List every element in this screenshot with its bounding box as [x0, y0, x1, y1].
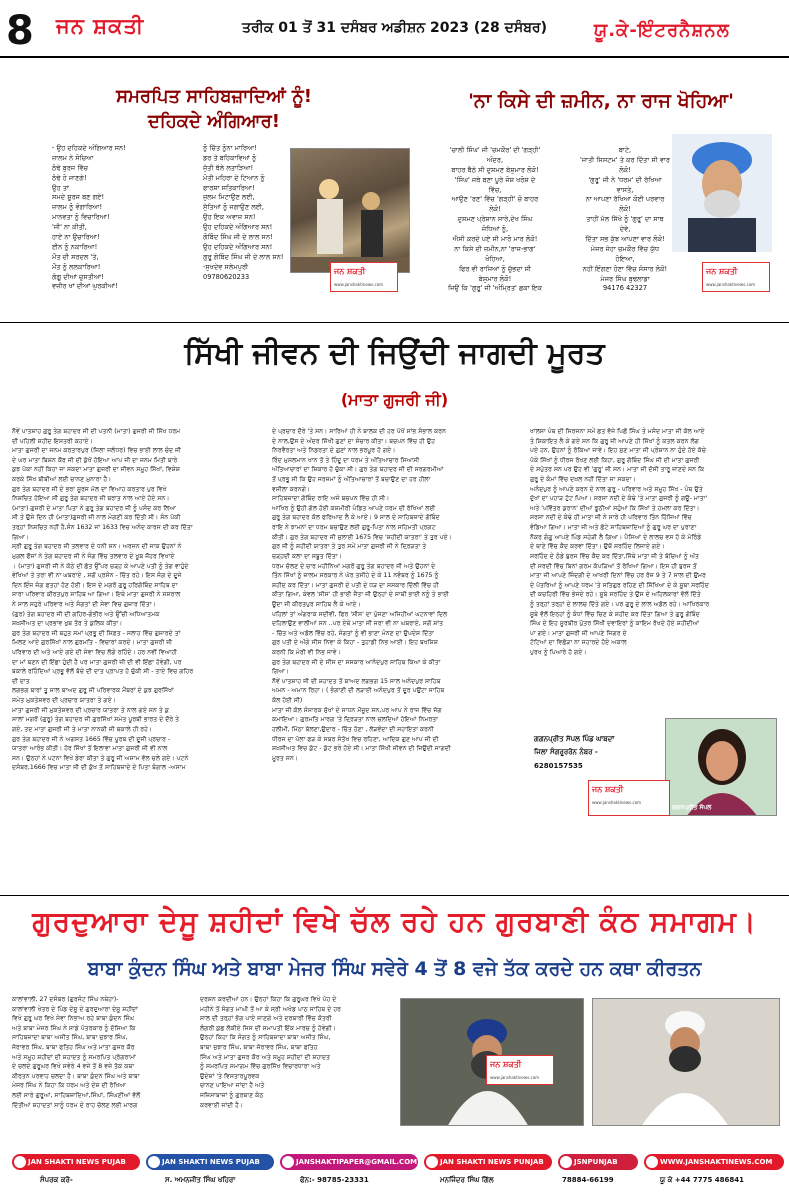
poem-line: ਜ਼ੁਲਮ ਮਿਟਾਉਣ ਲਈ, — [203, 193, 255, 202]
edition-date: ਤਰੀਕ 01 ਤੋਂ 31 ਦਸੰਬਰ ਅਡੀਸ਼ਨ 2023 (28 ਦਸੰਬਰ) — [242, 20, 548, 36]
body-line: ਕਾਲਾਂਵਾਲੀ ਖੇਤਰ ਦੇ ਪਿੰਡ ਦੇਸੂ ਦੇ ਗੁਰਦੁਆਰਾ ਦੇਸੂ ਸ਼ਹੀਦਾਂ — [12, 1005, 138, 1013]
body-line: ਗੁਰ ਤੇਗ ਬਹਾਦਰ ਜੀ ਬਹੁਤ ਸਮਾਂ ਪ੍ਰਭੂ ਦੀ ਸਿਫ਼ਤ - ਸਲਾਹ ਵਿੱਚ ਗੁਜਾਰਦੇ ਤਾਂ — [12, 629, 181, 637]
logo-site: www.janshaktinews.com — [334, 282, 384, 287]
body-line: ਦੀ ਕਚਹਿਰੀ ਵਿੱਚ ਭੇਜਦੇ ਰਹੇ। ਸੂਬੇ ਸਰਹਿੰਦ ਤੇ ਉਸ ਦੇ ਅਹਿਲਕਾਰਾਂ ਵੱਲੋਂ ਦਿੱਤੇ — [530, 591, 701, 599]
author-district: ਜਿਲਾ ਸੰਗਰੂਰਰੋਨ ਨੰਬਰ - — [534, 748, 598, 757]
poem-line: ਨਾ ਕਿਸੇ ਦੀ ਜ਼ਮੀਨ,ਨਾ 'ਰਾਜ-ਭਾਗ' — [454, 244, 536, 253]
poem-line: ਗੋਬਿੰਦ ਸਿੰਘ ਜੀ ਦੇ ਲਾਲ ਸਨ! — [203, 233, 273, 242]
body-line: ਕਰਵਾਈ ਜਾਂਦੀ ਹੈ। — [200, 1101, 244, 1109]
body-line: ਆਖਿਰ ਨੂੰ ਉਹੀ ਗੱਲ ਹੋਈ ਕਸ਼ਮੀਰੀ ਪੰਡਿਤ ਆਪਣੇ ਧਰਮ ਦੀ ਰੱਖਿਆਂ ਲਈ — [272, 504, 436, 512]
painting-figures-icon — [291, 149, 410, 273]
poem-line: ਖੋਹਿਆ, — [485, 254, 505, 263]
poem-line: 'ਗੁਰੂ' ਜੀ ਨੇ 'ਧਰਮ' ਦੀ ਰੱਖਿਆ — [588, 175, 662, 184]
article4-col1 — [12, 995, 194, 1145]
body-line: ਨੌਕਰ ਗੰਗੂ ਆਪਣੇ ਪਿੰਡ ਸਹੇੜੀ ਲੈ ਗਿਆ। ਪੈਸਿਆਂ ਦੇ ਲਾਲਚ ਵਸ ਹੋ ਕੇ ਮੋਰਿੰਡੇ — [530, 533, 702, 541]
section-rule — [0, 322, 789, 323]
poem-line: ਉਹ ਤਾਂ — [52, 183, 69, 192]
banner-headline: ਗੁਰਦੁਆਰਾ ਦੇਸੂ ਸ਼ਹੀਦਾਂ ਵਿਖੇ ਚੱਲ ਰਹੇ ਹਨ ਗੁਰਬਾਣੀ ਕੰਠ ਸਮਾਗਮ। — [32, 905, 757, 938]
body-line: ਦਰਸ਼ਨ ਕਰਦੀਆਂ ਹਨ। ਉਨ੍ਹਾਂ ਕਿਹਾ ਕਿ ਗੁਰੂਘਰ ਵਿਖੇ ਪੋਹ ਦੇ — [200, 996, 337, 1003]
article3-col1 — [12, 427, 264, 897]
body-line: ਗੁਰੂ ਤੇਗ ਬਹਾਦਰ ਕੋਲ ਫਰਿਆਦ ਲੈ ਕੇ ਆਏ। 9 ਸਾਲ ਦੇ ਸਾਹਿਬਜ਼ਾਦੇ ਗੋਬਿੰਦ — [272, 514, 440, 522]
poem-line: ਦੁਸ਼ਮਣ ਪ੍ਰੇਸ਼ਾਨ ਸਾਰੇ,ਦੇਖ ਸਿੰਘ — [457, 215, 533, 224]
poem-line: 'ਚਾਲੀ ਸਿੰਘ' ਜੀ 'ਚਮਕੌਰ' ਦੀ 'ਗੜ੍ਹੀ' — [449, 146, 541, 154]
footer-bar — [0, 1150, 789, 1200]
body-line: ਮਾਤਾ ਗੁਜਰੀ ਜੀ ਮੁਕਤੇਸ਼ਵਰ ਦੀ ਪ੍ਰਚਾਰ ਯਾਤਰਾ ਤੇ ਨਾਲ ਗਏ ਸਨ ਤੇ ਕੁ — [12, 706, 170, 714]
poem-line: ਠੰਢੇ ਬੁਰਜ ਵਿੱਚ — [52, 163, 89, 172]
body-line: ਸਾਹਿਬਜ਼ਾਦਾ ਬਾਬਾ ਅਜੀਤ ਸਿੰਘ, ਬਾਬਾ ਜੁਝਾਰ ਸਿੰਘ, — [12, 1034, 128, 1042]
pill-label: JSNPUNJAB — [574, 1158, 618, 1166]
article2-poem-col1 — [420, 146, 570, 294]
body-line: ਕਾਲਾਂਵਾਲੀ, 27 ਦਸੰਬਰ (ਗੁਰਜੰਟ ਸਿੰਘ ਨਥੇਹਾ)- — [12, 996, 119, 1003]
body-line: ਸ਼ਖ਼ਸੀਅਤ ਵਿਚ ਕੁੱਟ - ਕੁੱਟ ਭਰੇ ਹੋਏ ਸੀ। ਮਾਤਾ ਸਿੱਖੀ ਜੀਵਨ ਦੀ ਜਿਉਂਦੀ ਜਾਗਦੀ — [272, 745, 451, 753]
body-line: ਸਨ। ਉਨ੍ਹਾਂ ਨੇ ਪਟਨਾ ਵਿਖੇ ਡੇਰਾ ਕੀਤਾ ਤੇ ਗੁਰੂ ਜੀ ਅਸਾਮ ਵੱਲ ਚਲੇ ਗਏ। ਪਟਨੇ — [12, 754, 189, 762]
body-line: ਊਦਾ ਜੀ ਕੀਰਤਪੁਰ ਸਾਹਿਬ ਲੈ ਕੇ ਆਏ। — [272, 600, 361, 608]
section-title: ਯੂ.ਕੇ-ਇੰਟਰਨੈਸ਼ਨਲ — [594, 20, 730, 41]
body-line: ਪੱਕੇ ਸਿੱਖਾਂ ਨੂੰ ਧੀਰਜ ਰੱਖਣ ਲਈ ਕਿਹਾ, ਗੁਰੂ ਗੋਬਿੰਦ ਸਿੰਘ ਜੀ ਦੀ ਮਾਤਾ ਗੁਜਰੀ — [530, 456, 700, 464]
body-line: । (ਮਾਤਾ) ਗੁਜਰੀ ਜੀ ਨੇ ਕੋਠੇ ਦੀ ਛੱਤ ਉੱਪਰ ਚੜ੍ਹ ਕੇ ਆਪਣੇ ਪਤੀ ਨੂੰ ਤੇਗ ਵਾਹੁੰਦੇ — [12, 562, 189, 570]
poem-line: ਲੋਕੋ! — [619, 205, 631, 214]
body-line: ਸੀ ਤੇ ਉਸੇ ਦਿਨ ਹੀ (ਮਾਤਾ)ਗੁਜਰੀ ਜੀ ਨਾਲ ਮੰਗਣੀ ਕਰ ਦਿੱਤੀ ਸੀ। ਸੰਨ ਪੱਕੀ — [12, 514, 181, 522]
body-line: (ਮਾਤਾ) ਗੁਜਰੀ ਦੇ ਮਾਤਾ ਪਿਤਾ ਨੇ ਗੁਰੂ ਤੇਗ ਬਹਾਦਰ ਜੀ ਨੂੰ ਪਸੰਦ ਕਰ ਲਿਆ — [12, 504, 177, 512]
article1-poem-col1 — [52, 144, 126, 292]
body-line: ਅਤੇ ਸਮੂਹ ਸ਼ਹੀਦਾਂ ਦੀ ਸ਼ਹਾਦਤ ਨੂੰ ਸਮਰਪਿਤ ਪ੍ਰੋਗਰਾਮਾਂ — [12, 1053, 136, 1061]
body-line: ਧਰਮ ਚੱਲਣ ਦੇ ਚਾਰ ਮਹੀਨਿਆਂ ਮਗਰੋਂ ਗੁਰੂ ਤੇਗ ਬਹਾਦਰ ਜੀ ਅਤੇ ਉਹਨਾਂ ਦੇ — [272, 562, 436, 570]
body-line: ਤਰ੍ਹਾਂ ਨਿਸ਼ਚਿਤ ਨਹੀਂ ਹੈ,ਸੰਨ 1632 ਜਾਂ 1633 ਵਿਚ ਅਨੰਦ ਕਾਰਜ ਦੀ ਕਰ ਦਿੱਤਾ — [12, 524, 193, 532]
body-line: ਕੁਝ ਪੱਕਾ ਨਹੀਂ ਕਿਹਾ ਜਾ ਸਕਦਾ ਮਾਤਾ ਗੁਜਰੀ ਦਾ ਜੀਵਨ ਸਮੂਹ ਸਿੱਖਾਂ, ਵਿਸ਼ੇਸ਼ — [12, 466, 180, 474]
body-line: ਤਿੰਨ ਸਿੱਖਾਂ ਨੂੰ ਜ਼ਾਲਮ ਸਰਕਾਰ ਨੇ ਘੋਰ ਤਸੀਹੇ ਦੇ ਕੇ 11 ਨਵੰਬਰ ਨੂੰ 1675 ਨੂੰ — [272, 572, 439, 580]
body-line: ਲਗਭਗ ਬਾਰਾਂ ਤੂ ਸਾਲ ਬਾਅਦ ਗੁਰੂ ਜੀ ਪਰਿਵਾਰਕ ਮੈਂਬਰਾਂ ਦੇ ਕੁਝ ਗੁਰਸਿੱਖਾਂ — [12, 687, 174, 695]
body-line: ਨਿਰਵੈਰਤਾ ਅਤੇ ਨਿਡਰਤਾ ਦੇ ਗੁਣਾਂ ਨਾਲ ਭਰਪੂਰ ਹੋ ਗਏ। — [272, 447, 396, 455]
martyrdom-painting-image — [290, 148, 410, 273]
poem-line: ਗੰਗੂ ਦੀਆਂ ਚੁਸਤੀਆਂ! — [52, 272, 104, 281]
body-line: ਦੀ ਸਰਦੀ ਵਿੱਚ ਬਿਨਾਂ ਗਰਮ ਕੱਪੜਿਆਂ ਤੋਂ ਰੱਖਿਆਂ ਗਿਆ। ਇਸ ਹੀ ਬੁਰਜ ਤੋਂ — [530, 562, 697, 570]
man-portrait-icon — [672, 134, 772, 252]
logo-brand: ਜਨ ਸ਼ਕਤੀ — [490, 1060, 522, 1069]
body-line: ਉਨ੍ਹਾਂ ਕਿਹਾ ਕਿ ਸੰਗਤ ਨੂੰ ਸਾਹਿਬਜ਼ਾਦਾ ਬਾਬਾ ਅਜੀਤ ਸਿੰਘ, — [200, 1034, 331, 1042]
logo-site: www.janshaktinews.com — [706, 282, 756, 287]
twitter-pill[interactable] — [558, 1154, 638, 1170]
poem-line: ਜੁੱਤੀ ਥੱਲੇ ਲਤਾੜਿਆ! — [203, 163, 254, 172]
body-line: ਹਲੀਮੀ, ਮਿੱਠਾ ਬੋਲਣਾ,ਉਦਾਰ - ਚਿੱਤ ਹੋਣਾ , ਲੋੜਵੰਦਾ ਦੀ ਸਹਾਇਤਾ ਕਰਨੀ — [272, 725, 434, 733]
article3-byline — [534, 733, 614, 773]
body-line: ਅੱਤਿਆਚਾਰਾਂ ਦਾ ਸ਼ਿਕਾਰ ਹੋ ਚੁੱਕਾ ਸੀ। ਗੁਰ ਤੇਗ ਬਹਾਦਰ ਜੀ ਦੀ ਸਰਗਰਮੀਆਂ — [272, 466, 444, 474]
author-portrait-image — [672, 134, 772, 252]
body-line: ਸੂਬੇ ਵੱਲੋਂ ਇਨ੍ਹਾਂ ਨੂੰ ਕੰਧਾਂ ਵਿੱਚ ਚਿਣ ਕੇ ਸ਼ਹੀਦ ਕਰ ਦਿੱਤਾ ਗਿਆ ਤੇ ਗੁਰੂ ਗੋਬਿੰਦ — [530, 610, 700, 618]
body-line: ਕਰਕੇ ਸਿੱਖ ਬੀਬੀਆਂ ਲਈ ਚਾਨਣ ਮੁਨਾਰਾ ਹੈ। — [12, 476, 112, 484]
body-line: ਦਾ ਮਾਂ ਬਣਨ ਦੀ ਇੱਛਾ ਹੁੰਦੀ ਹੈ ਪਰ ਮਾਤਾ ਗੁਜਰੀ ਜੀ ਦੀ ਵੀ ਇੱਛਾ ਹੋਵੇਗੀ, ਪਰ — [12, 658, 182, 666]
poem-line: 94176 42327 — [602, 284, 648, 293]
body-line: ਤੋਂ ਪ੍ਰਭੂ ਸੀ ਕਿ ਉਹ ਜਰਜ਼ਮਾਂ ਨੂੰ ਅੱਤਿਆਚਾਰਾਂ ਤੋਂ ਬਚਾਉਣ ਦਾ ਹਰ ਹੀਲਾ — [272, 476, 431, 484]
pill-label: JANSHAKTIPAPER@GMAIL.COM — [296, 1158, 418, 1166]
logo-site: www.janshaktinews.com — [490, 1075, 540, 1080]
body-line: ਕਰਨੀ ਕਿ ਮੇਰੀ ਵੀ ਨਿਭ ਜਾਵੇ। — [272, 649, 341, 657]
article1-poem-col2 — [203, 144, 283, 282]
body-line: ਸਾਲਾਂ ਮਗਰੋਂ (ਗੁਰੂ) ਤੇਗ ਬਹਾਦਰ ਜੀ ਗੁਰਸਿੱਖਾਂ ਸਮੇਤ ਪੂਰਬੀ ਭਾਰਤ ਦੇ ਦੌਰੇ ਤੇ — [12, 716, 180, 724]
body-line: ਦਸੰਬਰ,1666 ਵਿਚ ਮਾਤਾ ਜੀ ਦੀ ਕੁੱਖ ਤੋਂ ਸਾਹਿਬਜ਼ਾਦੇ ਦੇ ਪਿਤਾ ਬੰਗਾਲ -ਅਸਾਮ — [12, 764, 186, 772]
body-line: ਤੇ ਸ਼ਿਕਾਇਤ ਲੈ ਕੇ ਗਏ ਸਨ ਕਿ ਗੁਰੂ ਜੀ ਆਪਣੇ ਹੀ ਸਿੱਖਾਂ ਨੂੰ ਕਤਲ ਕਰਨ ਲੱਗ — [530, 437, 699, 445]
poem-line: ਉਹ ਦਹਿਕਦੇ ਅੰਗਿਆਰ ਸਨ! — [203, 242, 273, 251]
article3-col3 — [530, 427, 780, 727]
facebook-icon — [148, 1156, 160, 1168]
pill-label: WWW.JANSHAKTINEWS.COM — [660, 1158, 773, 1166]
body-line: ਨੂੰ ਸਮਰਪਿਤ ਸਮਾਗਮ ਵਿੱਚ ਗੁਰਸਿੱਖ ਵਿਚਾਰਧਾਰਾ ਅਤੇ — [200, 1063, 321, 1071]
poem-line: ਉਹ ਇਕ ਅਵਾਜ਼ ਸਨ! — [203, 213, 256, 222]
globe-icon — [646, 1156, 658, 1168]
body-line: ਨੌਵੇਂ ਪਾਤਸ਼ਾਹ ਗੁਰੂ ਤੇਗ ਬਹਾਦਰ ਜੀ ਦੀ ਪਤਨੀ (ਮਾਤਾ) ਗੁਜਰੀ ਜੀ ਸਿੱਖ ਧਰਮ — [12, 428, 181, 435]
body-line: ਵੰਡਿਆ ਗਿਆ। ਮਾਤਾ ਜੀ ਅਤੇ ਛੋਟੇ ਸਾਹਿਬਜ਼ਾਦਿਆਂ ਨੂੰ ਗੁਰੂ ਘਰ ਦਾ ਪੁਰਾਣਾ — [530, 524, 697, 532]
poem-line: ਦਿੱਤਾ ਸਭ ਕੁੱਝ ਆਪਣਾ ਵਾਰ ਲੋਕੋ! — [585, 235, 665, 244]
poem-line: ਬੇਸ਼ੁਮਾਰ ਲੋਕੋ! — [478, 274, 512, 283]
body-line: ਰਿੰਦ ਮੁਸਲਮਾਨ ਖਾਨ ਤੋਂ ਤੇ ਹਿੰਦੂ ਦਾ ਧਰਮ ਤੇ ਅੱਤਿਆਚਾਰ ਸਿਆਸੀ — [272, 456, 420, 464]
poem-line: ਨਾ ਆਪਣਾ ਰੱਖਿਆ ਕੋਈ ਪਰਵਾਰ — [585, 195, 665, 204]
body-line: ਗੁਰ ਜੀ ਨੂੰ ਸ਼ਹੀਦੀ ਯਾਤਰਾ ਤੇ ਤੁਰ ਸਮੇਂ ਮਾਤਾ ਗੁਜਰੀ ਜੀ ਨੇ ਦ੍ਰਿੜਤਾ ਤੇ — [272, 543, 427, 551]
body-line: ਦੇ ਨਾਲ,ਉਸ ਦੇ ਅੰਦਰ ਸਿੱਖੀ ਗੁਣਾਂ ਦਾ ਸੰਚਾਰ ਕੀਤਾ। ਬਚਪਨ ਵਿੱਚ ਹੀ ਉਹ — [272, 437, 436, 445]
pill-label: JAN SHAKTI NEWS PUNJAB — [440, 1158, 544, 1166]
masthead-brand: ਜਨ ਸ਼ਕਤੀ — [56, 14, 145, 38]
poem-line: 'ਜਾਤੀ ਸਿਸਟਮ' ਤੇ ਕਰ ਦਿੱਤਾ ਸੀ ਵਾਰ — [580, 155, 670, 164]
body-line: ਸਰਸਾ ਨਦੀ ਦੇ ਕੰਢੇ ਹੀ ਮਾਤਾ ਜੀ ਨੇ ਸਾਰੇ ਹੀ ਪਰਿਵਾਰ ਤਿੰਨ ਹਿੱਸਿਆਂ ਵਿੱਚ — [530, 514, 692, 522]
body-line: ਰਾਇ ਨੇ ਝਾਮਨਾਂ ਦਾ ਧਰਮ ਬਚਾਉਣ ਲਈ ਗੁਰੂ-ਪਿਤਾ ਨਾਲ ਸਹਿਮਤੀ ਪ੍ਰਗਟ — [272, 524, 436, 532]
poem-line: ਈਨ ਨੂੰ ਨਕਾਰਿਆ! — [52, 242, 98, 251]
body-line: ਸਿੰਘ ਦੇ ਇਹ ਸੂਰਬੀਰ ਪੁੱਤਰ ਸਿੱਖੀ ਦਵਾਇਰਾਂ ਨੂੰ ਕਾਇਮ ਰੱਖਦੇ ਹੋਏ ਸ਼ਹੀਦੀਆਂ — [530, 620, 700, 628]
body-line: (ਗੁਰ) ਤੇਗ ਬਹਾਦਰ ਜੀ ਦੀ ਗਹਿਰ-ਗੰਭੀਰ ਅਤੇ ਉੱਚੀ ਅਧਿਆਤਮਕ — [12, 610, 160, 618]
body-line: ਸਮੇਤ ਮੁਕਤੇਸ਼ਵਰ ਦੀ ਪ੍ਰਚਾਰ ਯਾਤਰਾ ਤੇ ਗਏ। — [12, 697, 117, 705]
logo-brand: ਜਨ ਸ਼ਕਤੀ — [706, 267, 738, 276]
editor1-name: ਸ. ਅਮਨਜੀਤ ਸਿੰਘ ਖਹਿਰਾ — [165, 1176, 236, 1184]
body-line: ਨੂੰ ਤਰ੍ਹਾਂ ਤਰ੍ਹਾਂ ਦੇ ਲਾਲਚ ਦਿੱਤੇ ਗਏ। ਪਰ ਗੁਰੂ ਦੇ ਲਾਲ ਅਡੋਲ ਰਹੇ। ਆਖਿਰਕਾਰ — [530, 600, 710, 608]
body-line: ਖਾਲਸਾ ਪੰਥ ਦੀ ਸਿਰਜਨਾ ਸਮੇਂ ਛਤ ਵੱਜੇ ਪਿਛੋਂ ਸਿੰਘ ਤੇ ਮਸੰਦ ਮਾਤਾ ਜੀ ਕੋਲ ਆਏ — [530, 428, 705, 435]
article2-title: 'ਨਾ ਕਿਸੇ ਦੀ ਜ਼ਮੀਨ, ਨਾ ਰਾਜ ਖੋਹਿਆ' — [468, 90, 734, 112]
jan-shakti-logo-badge-4 — [486, 1055, 554, 1085]
poem-line: 09780620233 — [203, 272, 250, 281]
author-phone: 6280157535 — [534, 761, 583, 770]
body-line: ਦੁੱਖਾਂ ਦਾ ਪਹਾੜ ਟੁੱਟ ਪਿਆ। ਸਰਸਾ ਨਦੀ ਦੇ ਕੰਢੇ 'ਤੇ ਮਾਤਾ ਗੁਜਰੀ ਨੂੰ ਗਊ- ਮਾਤਾ' — [530, 495, 708, 503]
poem-line: ਆਉਣ 'ਰਣ' ਵਿੱਚ 'ਗੜ੍ਹੀ' ਚੋ ਬਾਹਰ — [451, 195, 539, 204]
banner-subhead: ਬਾਬਾ ਕੁੰਦਨ ਸਿੰਘ ਅਤੇ ਬਾਬਾ ਮੇਜਰ ਸਿੰਘ ਸਵੇਰੇ 4 ਤੋਂ 8 ਵਜੇ ਤੱਕ ਕਰਦੇ ਹਨ ਕਥਾ ਕੀਰਤਨ — [87, 958, 702, 980]
mail-icon — [282, 1156, 294, 1168]
body-line: ਕੀਤੀ। ਗੁਰ ਤੇਗ ਬਹਾਦਰ ਜੀ ਜੁਲਾਈ 1675 ਵਿਚ 'ਸ਼ਹੀਦੀ ਯਾਤਰਾ' ਤੇ ਤੁਰ ਪਏ। — [272, 533, 452, 541]
author-name: ਗਗਨਪ੍ਰੀਤ ਸੱਪਲ ਪਿੰਡ ਘਾਬਦਾਂ — [534, 735, 615, 743]
body-line: ਦੀ ਦਾਤ — [12, 677, 30, 685]
poem-line: ਠੰਢੇ ਹੋ ਜਾਣਗੇ! — [52, 173, 87, 182]
body-line: ਗੁਰ ਤੇਗ ਬਹਾਦਰ ਜੀ ਦੇ ਭਰਾ ਸੂਰਜ ਮੱਲ ਦਾ ਵਿਆਹ ਕਰਤਾਰ ਪੁਰ ਵਿਖੇ — [12, 485, 167, 493]
poem-line: ਜੋਧਿਆਂ ਨੂੰ, — [481, 225, 509, 234]
body-line: ਦਿਨ ਇੰਜ ਜੰਗ ਫਤਹਾਂ ਹੋਣ ਹੋਈ। ਇਸ ਦੇ ਮਗਰੋਂ ਗੁਰੂ ਹਰਿਗੋਬਿੰਦ ਸਾਹਿਬ ਦਾ — [12, 581, 178, 589]
body-line: ਸਿੰਘ ਅਤੇ ਮਾਤਾ ਗੁਜਰ ਕੌਰ ਅਤੇ ਸਮੂਹ ਸ਼ਹੀਦਾਂ ਦੀ ਸ਼ਹਾਦਤ — [200, 1053, 331, 1061]
body-line: ਲਈ ਸਾਰੇ ਗੁਰੂਆਂ, ਸਾਹਿਬਜ਼ਾਦਿਆਂ,ਸਿੰਘਾਂ, ਸਿੰਘਣੀਆਂ ਵੱਲੋਂ — [12, 1092, 141, 1100]
standing-man-icon — [593, 999, 780, 1126]
poem-line: ਬਾਟੇ, — [618, 146, 632, 154]
website-pill[interactable] — [644, 1154, 784, 1170]
poem-line: ਅੰਦਰ, — [486, 155, 504, 164]
poem-line: ਵਿੱਚ, — [488, 185, 502, 194]
contact-label: ਸੰਪਰਕ ਕਰੋ- — [40, 1176, 73, 1184]
body-line: ਮਹੀਨੇ ਤੋਂ ਸੰਗਤ ਮਾਘੀ ਤੋਂ ਆ ਕੇ ਸ੍ਰੀ ਅਖੰਡ ਪਾਠ ਸਾਹਿਬ ਦੇ ਹਰ — [200, 1005, 341, 1013]
poem-line: ਡਰ ਤੇ ਬਹਿਕਾਵਿਆਂ ਨੂੰ — [203, 153, 257, 162]
body-line: ਗੁਰ ਪਤੀ ਦੇ ਅੱਗੇ ਸੀਸ ਨਿਵਾ ਕੇ ਕਿਹਾ - ਤੁਹਾਡੀ ਨਿਭ ਆਈ। ਇਹ ਬਖਸ਼ਿਸ਼ — [272, 639, 438, 647]
body-line: ਯਾਤਰਾ ਆਰੰਭ ਕੀਤੀ। ਹੋਰ ਸਿੱਖਾਂ ਤੋਂ ਇਲਾਵਾ ਮਾਤਾ ਗੁਜਰੀ ਜੀ ਵੀ ਨਾਲ — [12, 745, 168, 753]
body-line: ਜਜ਼ਿਸਾਬਾਜ਼ਾਂ ਨੂੰ ਗੁਰਬਾਣ ਕੰਠ — [200, 1092, 264, 1100]
body-line: ਉਦੇਸ਼ਾਂ 'ਤੇ ਵਿਸਤਾਰਪੂਰਵਕ — [200, 1072, 260, 1080]
body-line: ਬਾਬਾ ਜੁਝਾਰ ਸਿੰਘ, ਬਾਬਾ ਜੋਰਾਵਰ ਸਿੰਘ, ਬਾਬਾ ਫਤਿਹ — [200, 1044, 318, 1052]
poem-line: ਉਹ ਦਹਿਕਦੇ ਅੰਗਿਆਰ ਸਨ! — [203, 223, 273, 232]
poem-line: ਫਿਰ ਵੀ ਰਾਜਿਆਂ ਨੂੰ ਚੁੱਭਦਾ ਸੀ — [458, 264, 532, 273]
editor1-phone[interactable]: ਫੋਨ:- 98785-23331 — [300, 1176, 369, 1184]
body-line: ਮੇਜਰ ਸਿੰਘ ਨੇ ਕਿਹਾ ਕਿ ਧਰਮ ਅਤੇ ਦੇਸ਼ ਦੀ ਰੱਖਿਆ — [12, 1082, 126, 1090]
poem-line: ਬਾਹਰ ਬੈਠੇ ਸੀ ਦੁਸ਼ਮਣ ਬੇਸ਼ੁਮਾਰ ਲੋਕੋ! — [451, 165, 539, 174]
jan-shakti-logo-badge-2 — [702, 262, 770, 292]
poem-line: ਫਾਰਸ਼ਾ ਸਤਿਕਾਰਿਆ! — [203, 183, 255, 192]
body-line: ਦਿੱਤੀਆਂ ਸ਼ਹਾਦਤਾਂ ਸਾਨੂੰ ਧਰਮ ਦੇ ਰਾਹ ਚੱਲਣ ਲਈ ਮਾਰਗ — [12, 1101, 138, 1109]
poem-line: 'ਸਿੰਘ' ਜਥੇ ਬਣਾ ਪੂਰੇ ਜੋਸ਼ ਖਰੋਸ਼ ਦੇ — [454, 175, 536, 184]
body-line: ਸ੍ਰੀ ਗੁਰੂ ਤੇਗ ਬਹਾਦਰ ਜੀ ਤਲਵਾਰ ਦੇ ਧਨੀ ਸਨ। ਅਰਜਨ ਦੀ ਜਾਕ ਉਹਨਾਂ ਨੇ — [12, 543, 182, 551]
article1-title — [74, 84, 354, 134]
poem-line: ਹੋਇਆ, — [615, 254, 635, 263]
body-line: ਨੇ ਸਾਲ ਸਹੁਰੇ ਪਰਿਵਾਰ ਅਤੇ ਸੰਗਤਾਂ ਦੀ ਸੇਵਾ ਵਿਚ ਗੁਜ਼ਾਰ ਦਿੱਤਾ। — [12, 600, 156, 608]
poem-line: 'ਜੀ' ਨਾ ਕੀਤੀ, — [52, 223, 87, 232]
editor2-name: ਮਨਜਿੰਦਰ ਸਿੰਘ ਗਿੱਲ — [440, 1176, 494, 1184]
body-line: ਕਮਾਇਆ। ਗੁਰਮਤਿ ਮਾਰਗ 'ਤੇ ਦ੍ਰਿੜਤਾ ਨਾਲ ਚਲਦਿਆਂ ਹੋਇਆਂ ਨਿਮਰਤਾ — [272, 716, 439, 724]
body-line: ਸਾਹਿਬਜ਼ਾਦਾ ਗੋਬਿੰਦ ਰਾਇ ਅਜੇ ਬਚਪਨ ਵਿੱਚ ਹੀ ਸੀ। — [272, 495, 390, 503]
facebook-pill[interactable] — [146, 1154, 274, 1170]
body-line: ਚੜ੍ਹਦੀ ਕਲਾ ਦਾ ਸਬੂਤ ਦਿੱਤਾ। — [272, 552, 342, 560]
article4-col2 — [200, 995, 395, 1145]
body-line: ਟੋਟਿਆਂ ਦਾ ਵਿਛੋੜਾ ਨਾ ਸਹਾਰਦੇ ਹੋਏ ਅਕਾਲ — [530, 639, 627, 647]
body-line: ਗਿਆ। — [12, 533, 30, 541]
body-line: ਗੁਰੂ ਦੇ ਕੰਮਾਂ ਵਿੱਚ ਦਖ਼ਲ ਨਹੀਂ ਦਿੱਤਾ ਜਾ ਸਕਦਾ। — [530, 476, 636, 484]
body-line: ਲੰਗਰੀ ਕੁਛ ਲੋਕੀਏ ਜਿਸ ਦੀ ਸਮਾਪਤੀ ਇੱਕ ਮਾਰਚ ਨੂੰ ਹੋਵੇਗੀ। — [200, 1024, 336, 1032]
body-line: ਗੁਰ ਤੇਗ ਬਹਾਦਰ ਜੀ ਨੇ ਅਗਸਤ 1665 ਵਿੱਚ ਪੂਰਬ ਦੀ ਦੂਜੀ ਪ੍ਰਚਾਰ - — [12, 735, 171, 743]
poem-line: ਲੋਕੋ! — [619, 165, 631, 174]
body-line: ਧੀਰਜ ਦਾ ਪੱਲਾ ਫੜ ਕੇ ਸਬਰ ਸੰਤੋਖ ਵਿਚ ਰਹਿਣਾ, ਆਦਿਕ ਗੁਣ ਆਪ ਜੀ ਦੀ — [272, 735, 439, 743]
body-line: ਨਿਸ਼ਚਿਤ ਹੋਇਆ ਸੀ ਗੁਰੂ ਤੇਗ ਬਹਾਦਰ ਜੀ ਬਰਾਤ ਨਾਲ ਆਏ ਹੋਏ ਸਨ। — [12, 495, 170, 503]
body-line: ਪੁਰਖ ਨੂੰ ਪਿਆਰੇ ਹੋ ਗਏ। — [530, 649, 587, 657]
poem-line: ਦੇਵੇ, — [619, 225, 631, 234]
body-line: ਮੂਰਤ ਸਨ। — [272, 754, 298, 762]
body-line: ਨੌਵੇਂ ਪਾਤਸ਼ਾਹ ਜੀ ਦੀ ਸ਼ਹਾਦਤ ਤੋਂ ਬਾਅਦ ਲਗਭਗ 15 ਸਾਲ ਅਨੰਦਪੁਰ ਸਾਹਿਬ — [272, 677, 441, 685]
body-line: ਗਿਆ। — [272, 668, 290, 676]
logo-site: www.janshaktinews.com — [592, 800, 642, 805]
uk-phone[interactable]: ਯੂ ਕੇ +44 7775 486841 — [660, 1176, 744, 1184]
poem-line: ਮੋਤੀ ਮਹਿਰਾ ਦੇ ਟਿਆਨ ਨੂੰ — [203, 173, 265, 182]
jan-shakti-logo-badge — [330, 262, 398, 292]
body-line: ਅਤੇ 'ਪਵਿੱਤਰ ਕੁਰਾਨ' ਦੀਆਂ ਝੂਠੀਆਂ ਸਹੁੰਆਂ ਕਿ ਸਿੱਖਾਂ ਤੇ ਹਮਲਾ ਕਰ ਦਿੱਤਾ। — [530, 504, 700, 512]
twitter-icon — [560, 1156, 572, 1168]
logo-brand: ਜਨ ਸ਼ਕਤੀ — [334, 267, 366, 276]
body-line: ਦੇ ਪੋਤਰਿਆਂ ਨੂੰ ਆਪਣੇ ਧਰਮ 'ਤੇ ਸਤਿਗੁਰ ਰਹਿਣ ਦੀ ਸਿੱਖਿਆ ਦੇ ਕੇ ਸੂਬਾ ਸਰਹਿੰਦ — [530, 581, 709, 589]
body-line: ਸਾਲ ਦੀ ਤਰ੍ਹਾਂ ਭੋਗ ਪਾਏ ਜਾਣਗੇ ਅਤੇ ਦਰਬਾਰੀ ਵਿੱਚ ਕੋਤਰੀ — [200, 1015, 332, 1023]
section-rule-2 — [0, 895, 789, 896]
body-line: ਵੇਖਿਆਂ ਤੇ ਤਰਾ ਵੀ ਨਾ ਘਬਰਾਏ , ਸਗੋਂ ਪ੍ਰਸੰਨ - ਚਿੱਤ ਰਹੇ। ਇਸ ਜੰਗ ਦੇ ਦੂਜੇ — [12, 572, 182, 580]
body-line: ਪਹਿਲਾਂ ਤਾਂ ਅੰਗਰਾਕ ਸਦੀਵੀ, ਫਿਰ 'ਸੀਸ' ਦਾ ਪੁੱਜਣਾ ਅਜਿਹੀਆਂ ਘਟਨਾਵਾਂ ਦਿਲ — [272, 610, 448, 618]
poem-line: ਗੁਰੂ ਗੋਬਿੰਦ ਸਿੰਘ ਜੀ ਦੇ ਲਾਲ ਸਨ! — [203, 252, 284, 261]
body-line: ਸਰਹਿੰਦ ਦੇ ਠੰਡੇ ਬੁਰਜ ਵਿੱਚ ਕੈਦ ਕਰ ਦਿੱਤਾ,ਜਿੱਥੇ ਮਾਤਾ ਜੀ ਤੇ ਬੱਚਿਆਂ ਨੂੰ ਅੱਤ — [530, 552, 699, 560]
body-line: ਪਾ ਗਏ। ਮਾਤਾ ਗੁਜਰੀ ਜੀ ਆਪਣੇ ਜਿਗਰ ਦੇ — [530, 629, 627, 637]
poem-line: ਹਾਏ ਨਾ ਉਚਾਰਿਆ! — [52, 233, 100, 242]
article2-poem-col2 — [560, 146, 690, 294]
body-line: ਅਨੰਦਪੁਰ ਨੂੰ ਆਪਣੇ ਕਰਨ ਦੇ ਨਾਲ ਗੁਰੂ - ਪਰਿਵਾਰ ਅਤੇ ਸਮੂਹ ਸਿੱਖ - ਪੰਥ ਉਤੇ — [530, 485, 703, 493]
body-line: ਦੇ ਘਰ ਮਾਤਾ ਬਿਸ਼ਨ ਕੌਰ ਜੀ ਦੀ ਕੁੱਖੋਂ ਹੋਇਆ ਆਪ ਜੀ ਦਾ ਜਨਮ ਮਿਤੀ ਬਾਰੇ — [12, 456, 178, 464]
poem-line: ਤਾਹੀਂ ਮੱਲ ਸਿੱਖੇ ਨੂੰ 'ਗੁਰੂ' ਦਾ ਸਾਥ — [586, 215, 664, 224]
body-line: ਜੋਰਾਵਰ ਸਿੰਘ, ਬਾਬਾ ਫਤਿਹ ਸਿੰਘ ਅਤੇ ਮਾਤਾ ਗੁਜਰ ਕੌਰ — [12, 1044, 135, 1052]
body-line: ਵਿਖੇ ਗੁਰੂ ਘਰ ਵਿਖੇ ਸੇਵਾ ਨਿਭਾਅ ਰਹੇ ਬਾਬਾ ਕੁੰਦਨ ਸਿੰਘ — [12, 1015, 135, 1023]
body-line: ਬਕਾਲੇ ਰਹਿੰਦਿਆਂ ਪ੍ਰਭੂ ਵੱਲੋਂ ਬੱਚੇ ਦੀ ਦਾਤ ਪ੍ਰਾਪਤ ਹੋ ਚੁੱਕੀ ਸੀ - ਤਾਏ ਵਿਚ ਗਹਿਰ — [12, 668, 194, 676]
body-line: ਦੇ ਚਲਦੇ ਗੁਰੂਘਰ ਵਿਖੇ ਸਵੇਰੇ 4 ਵਜੇ ਤੋਂ 8 ਵਜੇ ਤੱਕ ਕਥਾ — [12, 1063, 135, 1071]
body-line: ਦਹਿਲਾਉਣ ਵਾਲੀਆਂ ਸਨ ..ਪਰ ਏਥੇ ਮਾਤਾ ਜੀ ਜਰਾ ਵੀ ਨਾ ਘਬਰਾਏ, ਸਗੋਂ ਸ਼ਾਂਤ — [272, 620, 444, 628]
body-line: ਚਾਨਣ ਪਾਇਆ ਜਾਂਦਾ ਹੈ ਅਤੇ — [200, 1082, 265, 1090]
poem-line: ਸਮਦੇ ਸੂਰਜ ਬਣ ਗਏ! — [52, 193, 105, 202]
poem-line: ਵਜ਼ੀਰ ਖਾਂ ਦੀਆਂ ਘੁਰਕੀਆਂ! — [52, 282, 118, 291]
body-line: ਦੀ ਪਹਿਲੀ ਸ਼ਹੀਦ ਇਸਤਰੀ ਕਹਾਏ। — [12, 437, 93, 445]
body-line: ਕੋਲ ਹੋਈ ਸੀ) — [272, 697, 303, 705]
poem-line: ਮੇਜਰ ਸਿੰਘ ਬੁਢਲਾਡਾ — [600, 274, 650, 283]
body-line: ਮਿਲਣ ਆਏ ਗੁਰਸਿੱਖਾਂ ਨਾਲ ਗੁਰਮਤਿ - ਵਿਚਾਰਾਂ ਕਰਦੇ। ਮਾਤਾ ਗੁਜਰੀ ਜੀ — [12, 639, 173, 647]
instagram-icon — [426, 1156, 438, 1168]
poem-line: ਮੇਜਰ ਜੇਹਾ ਚਮਕੌਰ ਵਿੱਚ ਯੁੱਧ — [590, 244, 660, 253]
body-line: ਮਾਤਾ ਜੀ ਆਪਣੇ ਜਿੰਦਗੀ ਦੇ ਆਖਰੀ ਦਿਨਾਂ ਵਿੱਚ ਹਰ ਰੋਜ਼ 9 ਤੇ 7 ਸਾਲ ਦੀ ਉਮਰ — [530, 572, 706, 580]
poem-line: ਜਿਉਂ ਕਿ 'ਗੁਰੂ' ਜੀ 'ਅੰਮ੍ਰਿਤ' ਛਕਾ ਇਕ — [448, 284, 542, 293]
body-line: ਸ਼ਹੀਦ ਕਰ ਦਿੱਤਾ। ਮਾਤਾ ਗੁਜਰੀ ਦੇ ਪਤੀ ਦੇ ਧੜ ਦਾ ਸਸਕਾਰ ਦਿੱਲੀ ਵਿੱਚ ਹੀ — [272, 581, 439, 589]
body-line: ਗੁਰ ਤੇਗ ਬਹਾਦਰ ਜੀ ਦੇ ਸੀਸ ਦਾ ਸਸਕਾਰ ਆਨੰਦਪੁਰ ਸਾਹਿਬ ਕਿਆ ਕੇ ਕੀਤਾ — [272, 658, 441, 666]
pill-label: JAN SHAKTI NEWS PUJAB — [162, 1158, 260, 1166]
author-woman-photo — [665, 718, 777, 816]
article1-title-line1: ਸਮਰਪਿਤ ਸਾਹਿਬਜ਼ਾਦਿਆਂ ਨੂੰ! — [116, 86, 312, 107]
poem-line: ਸੁੱਤਿਆਂ ਨੂੰ ਜਗਾਉਣ ਲਈ, — [203, 203, 265, 212]
body-line: - ਚਿੱਤ ਅਤੇ ਅਡੋਲ ਵਿੱਚ ਰਹੇ, ਸੰਗਤਾਂ ਨੂੰ ਵੀ ਭਾਣਾ ਮੰਨਣ ਦਾ ਉਪਦੇਸ਼ ਦਿੱਤਾ — [272, 629, 434, 637]
article3-subtitle: (ਮਾਤਾ ਗੁਜਰੀ ਜੀ) — [340, 390, 449, 409]
poem-line: ਮੌਤ ਨੂੰ ਲਲਕਾਰਿਆ! — [52, 262, 101, 271]
poem-line: ਜ਼ਾਲਮ ਨੂੰ ਵੰਗਾਰਿਆ! — [52, 203, 103, 212]
poem-line: ਮੌਤ ਦੀ ਸਰਦਲ 'ਤੇ, — [52, 252, 99, 261]
editor2-phone[interactable]: 78884-66199 — [562, 1176, 614, 1184]
article1-title-line2: ਦਹਿਕਦੇ ਅੰਗਿਆਰ! — [148, 111, 280, 133]
body-line: ਮਾਤਾ ਜੀ ਕੋਲ ਸੰਸਾਰਕ ਸੁੱਖਾਂ ਦੇ ਸਾਧਨ ਮੌਜੂਦ ਸਨ,ਪਰ ਆਪ ਨੇ ਰਾਜ ਵਿੱਚ ਜੋਗ — [272, 706, 442, 714]
woman-portrait-icon — [666, 719, 777, 816]
article3-col2 — [272, 427, 524, 897]
article3-title: ਸਿੱਖੀ ਜੀਵਨ ਦੀ ਜਿਉਂਦੀ ਜਾਗਦੀ ਮੂਰਤ — [184, 336, 605, 371]
youtube-pill[interactable] — [12, 1154, 140, 1170]
body-line: ਪਰਿਵਾਰ ਦੀ ਅਤੇ ਆਏ ਗਏ ਦੀ ਸੇਵਾ ਵਿਚ ਲੱਗੇ ਰਹਿੰਦੇ। ਹਰ ਨਵੀਂ ਵਿਆਹੀ — [12, 649, 178, 657]
email-pill[interactable] — [280, 1154, 418, 1170]
body-line: ਦੇ ਸਪੁੱਤਰ ਸਨ ਪਰ ਉਹ ਵੀ 'ਗੁਰੂ' ਜੀ ਸਨ। ਮਾਤਾ ਜੀ ਦੱਸੀ ਤਾਰੂ ਜਾਣਦੇ ਸਨ ਕਿ — [530, 466, 705, 474]
youtube-icon — [14, 1156, 26, 1168]
photo-caption: ਗਗਨਪ੍ਰੀਤ ਸੱਪਲ — [672, 804, 712, 811]
body-line: ਗਏ, ਤਦ ਮਾਤਾ ਗੁਜਰੀ ਜੀ ਤੇ ਮਾਤਾ ਨਾਨਕੀ ਜੀ ਬਕਾਲੇ ਹੀ ਰਹੇ। — [12, 725, 153, 733]
body-line: ਮੁਗਲ ਫੌਜਾਂ ਨੇ ਤੇਗ ਬਹਾਦਰ ਜੀ ਨੇ ਜੰਗ ਵਿੱਚ ਤਲਵਾਰ ਦੇ ਖੂਬ ਜੌਹਰ ਵਿਖਾਏ — [12, 552, 175, 560]
poem-line: ਮਾਨਵਤਾ ਨੂੰ ਵਿਚਾਰਿਆ! — [52, 213, 110, 222]
poem-line: - ਉਹ ਦਹਿਕਦੇ ਅੰਗਿਆਰ ਸਨ! — [52, 144, 126, 152]
body-line: ਦੇ ਥਾਣੇ ਵਿੱਚ ਕੈਦ ਕਰਵਾ ਦਿੱਤਾ। ਉਥੋਂ ਸਰਹਿੰਦ ਲਿਜਾਏ ਗਏ। — [530, 543, 665, 551]
poem-line: ਨੂੰ ਚਿੱਤ ਨੂੰਨਾ ਮਾਰਿਆ! — [203, 144, 257, 152]
body-line: ਸਾਰਾ ਪਰਿਵਾਰ ਕੀਰਤਪੁਰ ਸਾਹਿਬ ਆ ਗਿਆ। ਇਥੇ ਮਾਤਾ ਗੁਜਰੀ ਨੇ ਸਸਰਾਲ — [12, 591, 181, 599]
jan-shakti-logo-badge-3 — [588, 780, 670, 816]
body-line: ਕੀਤਾ ਗਿਆ, ਕੇਵਲ 'ਸੀਸ' ਹੀ ਭਾਈ ਜੈਤਾ ਜੀ ਉਨ੍ਹਾਂ ਦੇ ਸਾਥੀ ਭਾਈ ਨਨੂੰ ਤੇ ਭਾਈ — [272, 591, 449, 599]
instagram-pill[interactable] — [424, 1154, 552, 1170]
body-line: ਮਾਤਾ ਗੁਜਰੀ ਦਾ ਜਨਮ ਕਰਤਾਰਪੁਰ (ਜਿਲਾ ਜਲੰਧਰ) ਵਿਚ ਭਾਈ ਲਾਲ ਚੰਦ ਜੀ — [12, 447, 181, 455]
pill-label: JAN SHAKTI NEWS PUJAB — [28, 1158, 126, 1166]
poem-line: ਨਹੀਂ ਇੰਗਣਾ ਹੋਣਾ ਵਿੱਚ ਸੰਸਾਰ ਲੋਕੋ! — [582, 264, 668, 273]
baba-major-singh-photo — [592, 998, 780, 1126]
poem-line: ਵਾਸਤੇ, — [616, 185, 634, 194]
poem-line: ਲੋਕੋ! — [489, 205, 501, 214]
poem-line: -ਸੁਖਦੇਵ ਸਲੇਮਪੁਰੀ — [203, 262, 249, 271]
body-line: ਅਤੇ ਬਾਬਾ ਮੇਜਰ ਸਿੰਘ ਨੇ ਸਾਡੇ ਪੱਤਰਕਾਰ ਨੂੰ ਦੱਸਿਆ ਕਿ — [12, 1024, 136, 1032]
body-line: ਪਏ ਹਨ, ਉਹਨਾਂ ਨੂੰ ਰੋਕਿਆ ਜਾਵੇ। ਇਹ ਸੁਣ ਮਾਤਾ ਜੀ ਪ੍ਰੇਸ਼ਾਨ ਨਾ ਹੁੰਦੇ ਹੋਏ ਕੱਚੇ — [530, 447, 707, 455]
body-line: ਕੀਰਤਨ ਪਰਵਾਹ ਚਲਦਾ ਹੈ। ਬਾਬਾ ਕੁੰਦਨ ਸਿੰਘ ਅਤੇ ਬਾਬਾ — [12, 1072, 140, 1080]
poem-line: ਜ਼ਾਲਮ ਨੇ ਸੋਚਿਆ — [52, 153, 94, 162]
page-number: 8 — [6, 8, 34, 54]
logo-brand: ਜਨ ਸ਼ਕਤੀ — [592, 785, 624, 794]
body-line: ਦੇ ਪ੍ਰਚਾਰ ਦੌਰੇ 'ਤੇ ਸਨ। ਸਾਰਿਆਂ ਹੀ ਨੇ ਬਾਲਕ ਦੀ ਹਰ ਪੱਖੋਂ ਸਾਂਭ ਸੰਭਾਲ ਕਰਨ — [272, 428, 446, 435]
body-line: ਸ਼ਖ਼ਸੀਅਤ ਦਾ ਪ੍ਰਭਾਵ ਖੁਬ ਤੋਰ ਤੇ ਕੁਲਿਕ ਕੀਤਾ। — [12, 620, 123, 628]
poem-line: ਐਸੀ ਕਰਦੇ ਪਏ ਸੀ ਮਾਰੋ ਮਾਰ ਲੋਕੋ! — [452, 235, 538, 244]
header-rule — [0, 56, 789, 58]
body-line: ਵਸੀਲਾ ਕਰਨਗੇ। — [272, 485, 311, 493]
body-line: ਅਮਨ - ਅਮਾਨ ਰਿਹਾ। ( ਭੰਗਾਣੀ ਦੀ ਲੜਾਈ ਅਨੰਦਪੁਰ ਤੋਂ ਦੂਰ ਪਉਂਟਾ ਸਾਹਿਬ — [272, 687, 445, 695]
